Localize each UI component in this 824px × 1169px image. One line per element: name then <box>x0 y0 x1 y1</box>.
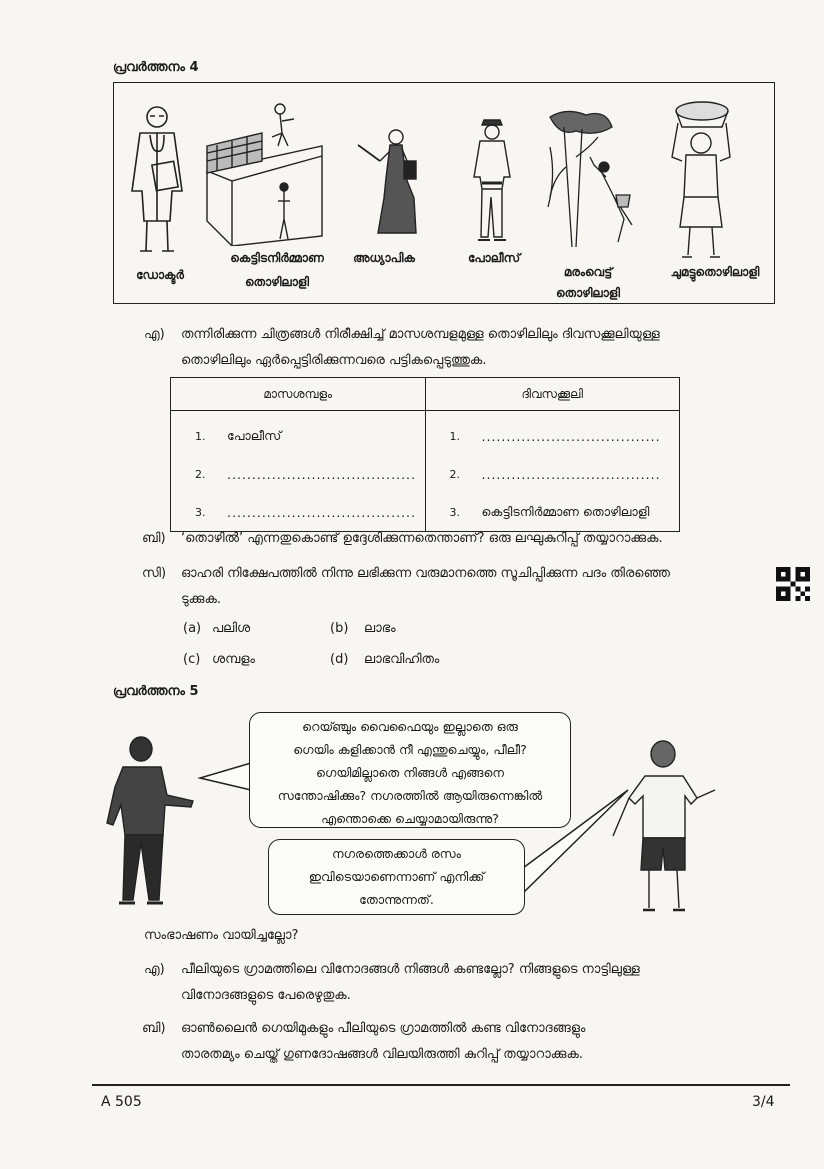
q4b-marker: ബി) <box>142 531 166 546</box>
row-number: 3. <box>195 505 206 519</box>
answer-blank: ...................................... <box>227 466 416 482</box>
answer-blank: .................................... <box>481 428 661 444</box>
answer-blank: ...................................... <box>227 504 416 520</box>
option-c-key: (c) <box>183 652 201 667</box>
row-value: കെട്ടിടനിർമ്മാണ തൊഴിലാളി <box>481 504 650 519</box>
option-a-text: പലിശ <box>212 621 251 636</box>
activity4-heading: പ്രവർത്തനം 4 <box>113 60 199 75</box>
bubble1-line: സന്തോഷിക്കും? നഗരത്തിൽ ആയിരുന്നെങ്കിൽ <box>277 788 543 803</box>
bubble2-line: ഇവിടെയാണെന്നാണ് എനിക്ക് <box>308 869 485 884</box>
q4c-marker: സി) <box>142 566 167 581</box>
daily-wage-header: ദിവസക്കൂലി <box>425 378 680 411</box>
option-d-text: ലാഭവിഹിതം <box>364 652 440 667</box>
row-number: 2. <box>449 467 460 481</box>
footer-divider <box>92 1084 790 1086</box>
answer-blank: .................................... <box>481 466 661 482</box>
q5b-line1: ഓൺലൈൻ ഗെയിമുകളും പീലിയുടെ ഗ്രാമത്തിൽ കണ്ട വിനോദങ്ങളും <box>181 1021 586 1036</box>
q5b-line2: താരതമ്യം ചെയ്ത് ഗുണദോഷങ്ങൾ വിലയിരുത്തി കുറിപ്പ് തയ്യാറാക്കുക. <box>181 1047 584 1062</box>
option-b-text: ലാഭം <box>364 621 396 636</box>
q5a-marker: എ) <box>144 962 165 977</box>
row-number: 2. <box>195 467 206 481</box>
option-d-key: (d) <box>330 652 349 667</box>
row-number: 1. <box>449 429 460 443</box>
monthly-salary-header: മാസശമ്പളം <box>171 378 426 411</box>
row-number: 3. <box>449 505 460 519</box>
bubble1-line: എന്തൊക്കെ ചെയ്യാമായിരുന്നു? <box>321 811 499 826</box>
bubble2-line: തോന്നുന്നത്. <box>359 892 434 907</box>
q5a-line1: പീലിയുടെ ഗ്രാമത്തിലെ വിനോദങ്ങൾ നിങ്ങൾ കണ്ടല്ലോ? നിങ്ങളുടെ നാട്ടിലുള്ള <box>181 962 640 977</box>
option-c-text: ശമ്പളം <box>212 652 256 667</box>
q4a-line1: തന്നിരിക്കുന്ന ചിത്രങ്ങൾ നിരീക്ഷിച്ച് മാസശമ്പളമുള്ള തൊഴിലിലും ദിവസക്കൂലിയുള്ള <box>181 327 660 342</box>
caption-woodcutter-line1: മരംവെട്ട് <box>563 265 613 279</box>
bubble2-line: നഗരത്തെക്കാൾ രസം <box>332 846 461 861</box>
page-number: 3/4 <box>752 1094 775 1110</box>
caption-construction-line2: തൊഴിലാളി <box>245 275 309 289</box>
caption-teacher: അധ്യാപിക <box>353 251 415 265</box>
caption-woodcutter-line2: തൊഴിലാളി <box>556 286 620 300</box>
speech-bubble-boy <box>268 839 525 915</box>
option-b-key: (b) <box>330 621 349 636</box>
q5b-marker: ബി) <box>142 1021 166 1036</box>
bubble1-line: ഗെയിമില്ലാതെ നിങ്ങൾ എങ്ങനെ <box>316 765 504 780</box>
row-number: 1. <box>195 429 206 443</box>
q5a-line2: വിനോദങ്ങളുടെ പേരെഴുതുക. <box>181 988 351 1003</box>
q4b-text: ‘തൊഴിൽ’ എന്നതുകൊണ്ട് ഉദ്ദേശിക്കുന്നതെന്താണ്? ഒരു ലഘുകുറിപ്പ് തയ്യാറാക്കുക. <box>181 531 663 546</box>
activity5-intro: സംഭാഷണം വായിച്ചല്ലോ? <box>144 928 299 943</box>
q4c-line1: ഓഹരി നിക്ഷേപത്തിൽ നിന്നു ലഭിക്കുന്ന വരുമാനത്തെ സൂചിപ്പിക്കുന്ന പദം തിരഞ്ഞെ <box>181 566 670 581</box>
caption-porter: ചുമട്ടുതൊഴിലാളി <box>670 265 760 279</box>
paper-code: A 505 <box>101 1094 142 1110</box>
activity5-heading: പ്രവർത്തനം 5 <box>113 684 199 699</box>
speech-bubble-man <box>249 712 571 828</box>
option-a-key: (a) <box>183 621 202 636</box>
q4c-line2: ടുക്കുക. <box>181 592 222 607</box>
row-value: പോലീസ് <box>227 428 282 443</box>
bubble1-line: ഗെയിം കളിക്കാൻ നീ എന്തുചെയ്യും, പീലീ? <box>293 742 527 757</box>
q4a-marker: എ) <box>144 327 165 342</box>
q4a-line2: തൊഴിലിലും ഏർപ്പെട്ടിരിക്കുന്നവരെ പട്ടികപ്പെടുത്തുക. <box>181 353 487 368</box>
caption-construction-line1: കെട്ടിടനിർമ്മാണ <box>230 251 324 265</box>
caption-doctor: ഡോക്ടർ <box>136 268 184 282</box>
bubble1-line: റെയ്ഞ്ചും വൈഫൈയും ഇല്ലാതെ ഒരു <box>302 719 518 734</box>
caption-police: പോലീസ് <box>467 251 521 265</box>
